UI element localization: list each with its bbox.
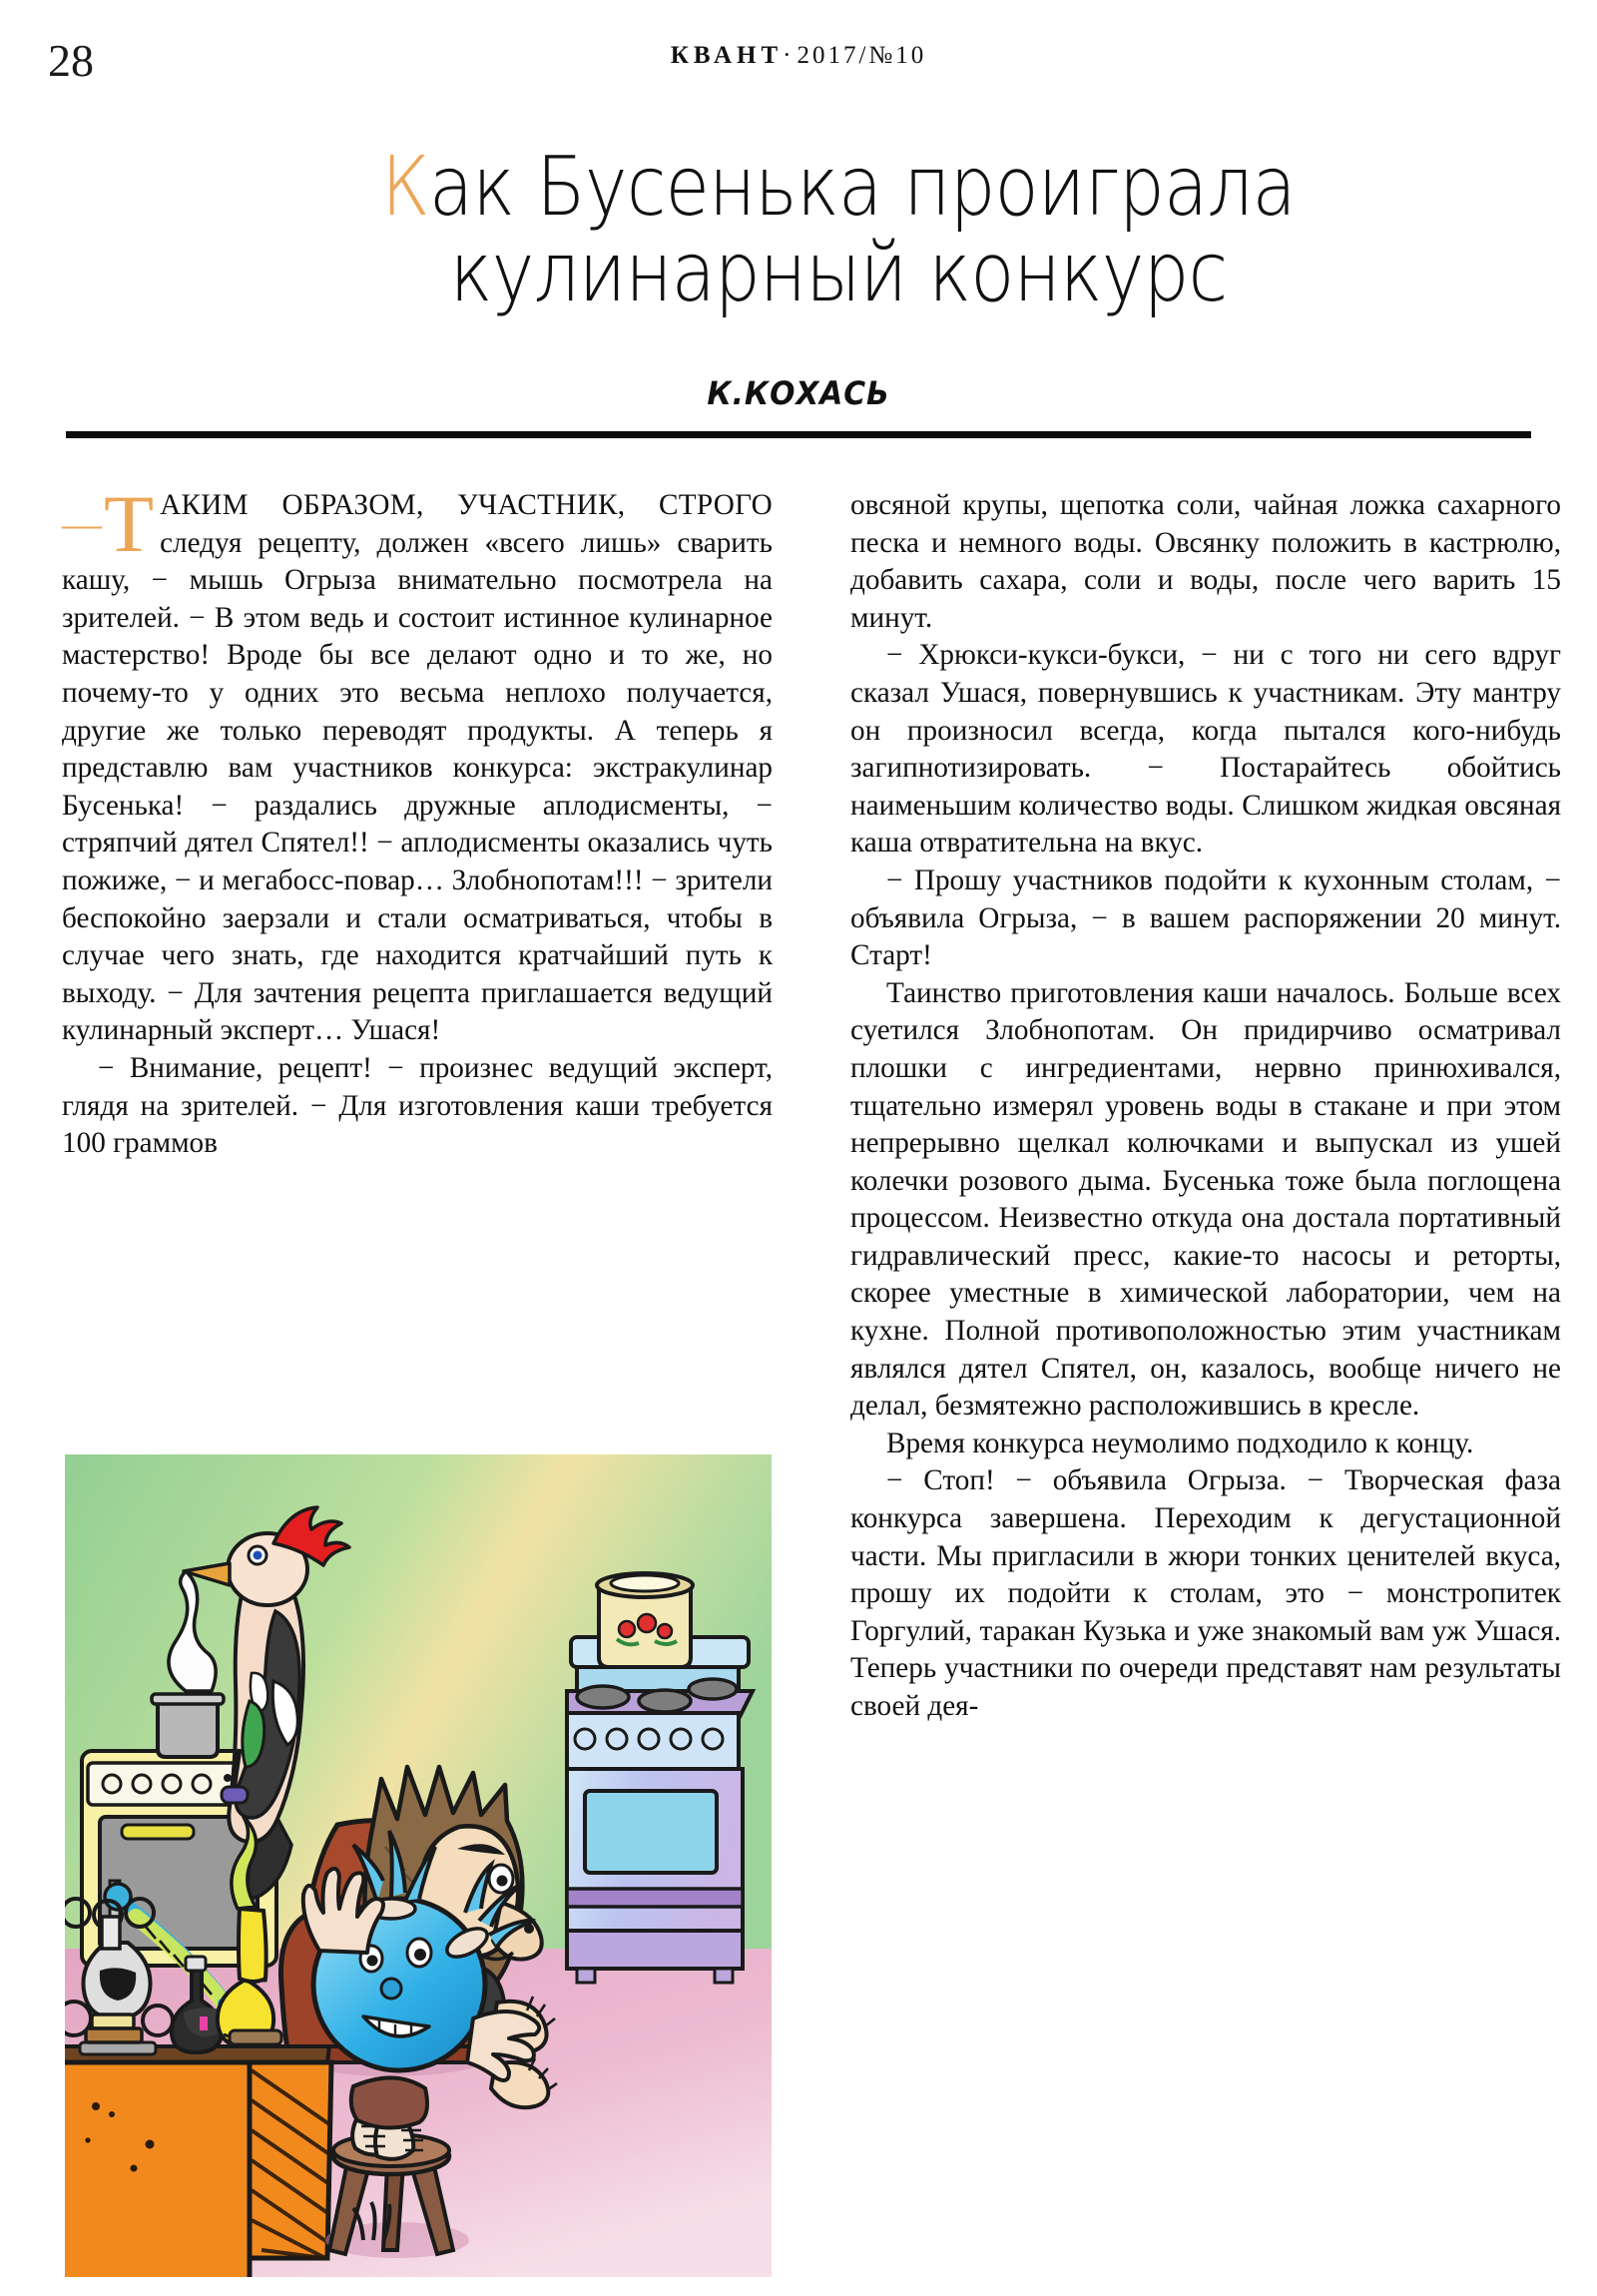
title-line-1-rest: ак Бусенька проиграла — [428, 139, 1296, 235]
lab-bench — [62, 2046, 331, 2280]
article-author: К.КОХАСЬ — [707, 374, 890, 412]
body-column-right — [850, 487, 1561, 1726]
paragraph: Время конкурса неумолимо подходило к концу. — [886, 1427, 1474, 1459]
article-title — [233, 139, 1444, 321]
lead-rest: следуя рецепту, должен «всего лишь» сварить кашу, − мышь Огрыза внимательно посмотрела на зрителей. − В этом ведь и состоит истинное кулинарное мастерство! Вроде бы все делают одно и то же, но почему-то у одних это весьма неплохо получается, другие же только переводят продукты. А теперь я представлю вам участников конкурса: экстракулинар Бусенька! − раздались дружные аплодисменты, − стряпчий дятел Спятел!! − аплодисменты оказались чуть пожиже, − и мегабосс-повар… Злобнопотам!!! − зрители беспокойно заерзали и стали осматриваться, чтобы в случае чего знать, где находится кратчайший путь к выходу. − Для зачтения рецепта приглашается ведущий кулинарный эксперт… Ушася! — [62, 526, 773, 1047]
issue-number: 2017/№10 — [797, 42, 927, 69]
paragraph: − Прошу участников подойти к кухонным столам, − объявила Огрыза, − в вашем распоряжении 20 минут. Старт! — [850, 863, 1561, 972]
running-head — [0, 35, 1597, 86]
lead-small-caps: АКИМ ОБРАЗОМ, УЧАСТНИК, СТРОГО — [160, 489, 773, 521]
paragraph-lead — [62, 478, 773, 1050]
paragraph: − Стоп! − объявила Огрыза. − Творческая фаза конкурса завершена. Переходим к дегустационной части. Мы пригласили в жюри тонких ценителей вкуса, прошу их подойти к столам, это − монстропитек Горгулий, таракан Кузька и уже знакомый вам уж Ушася. Теперь участники по очереди представят нам результаты своей дея- — [850, 1464, 1561, 1722]
header-divider — [66, 431, 1531, 438]
article-illustration — [62, 1451, 775, 2280]
journal-name: КВАНТ — [670, 42, 784, 69]
title-dropcap-letter: К — [381, 139, 429, 235]
title-line-1 — [381, 140, 1296, 235]
header-separator: · — [783, 42, 798, 69]
page-number: 28 — [48, 35, 94, 86]
lead-dash: — — [62, 501, 102, 546]
body-column-left — [62, 478, 773, 1163]
title-line-2: кулинарный конкурс — [449, 226, 1228, 321]
paragraph: − Хрюкси-кукси-букси, − ни с того ни сего вдруг сказал Ушася, повернувшись к участникам. Эту мантру он произносил всегда, когда пытался кого-нибудь загипнотизировать. − Постарайтесь обойтись наименьшим количество воды. Слишком жидкая овсяная каша отвратительна на вкус. — [850, 639, 1561, 860]
journal-header — [0, 42, 1597, 70]
paragraph: Таинство приготовления каши началось. Больше всех суетился Злобнопотам. Он придирчиво осматривал плошки с ингредиентами, нервно принюхивался, тщательно измерял уровень воды в стакане и при этом непрерывно щелкал колючками и выпускал из ушей колечки розового дыма. Бусенька тоже была поглощена процессом. Неизвестно откуда она достала портативный гидравлический пресс, какие-то насосы и реторты, скорее уместные в химической лаборатории, чем на кухне. Полной противоположностью этим участникам являлся дятел Спятел, он, казалось, вообще ничего не делал, безмятежно расположившись в кресле. — [850, 976, 1561, 1423]
paragraph-dropcap: Т — [104, 478, 155, 569]
paragraph: овсяной крупы, щепотка соли, чайная ложка сахарного песка и немного воды. Овсянку положить в кастрюлю, добавить сахара, соли и воды, после чего варить 15 минут. — [850, 489, 1561, 634]
lead-paragraph-block — [62, 478, 773, 1050]
paragraph: − Внимание, рецепт! − произнес ведущий эксперт, глядя на зрителей. − Для изготовления каши требуется 100 граммов — [62, 1051, 773, 1160]
